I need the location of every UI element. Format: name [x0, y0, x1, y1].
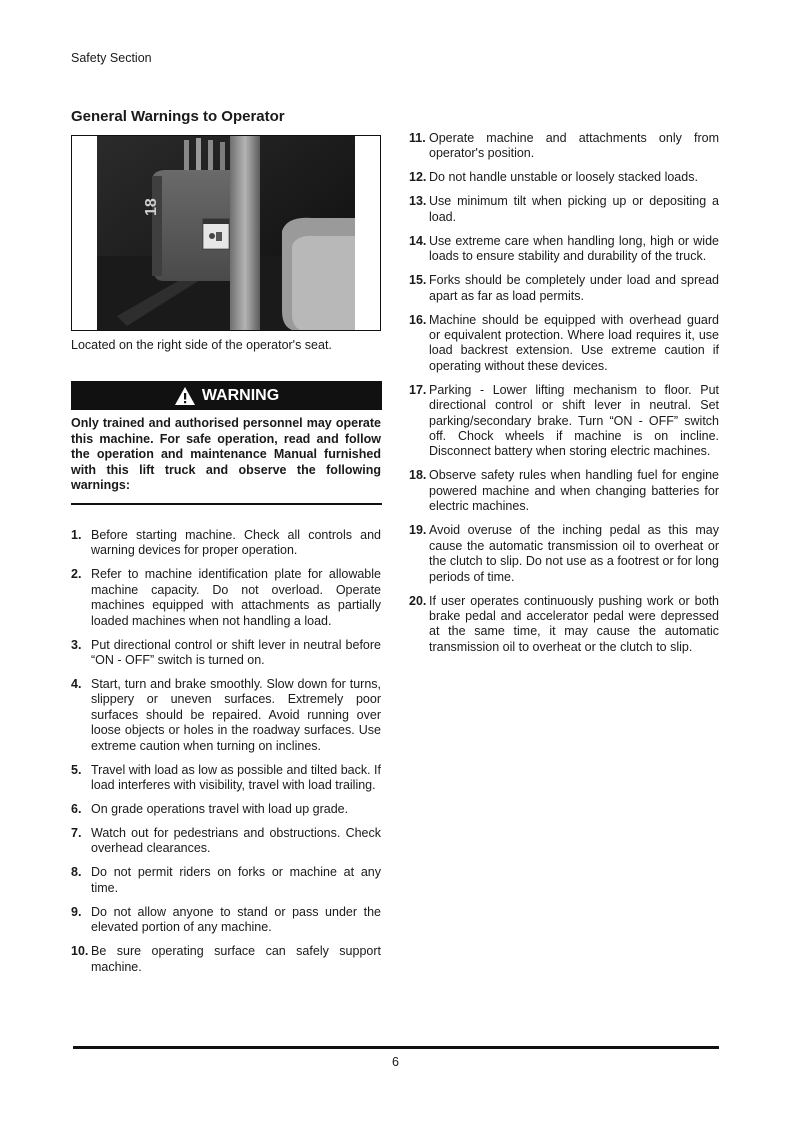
item-text: If user operates continuously pushing work or both brake pedal and accelerator pedal were depressed at the same time, it may cause the automatic transmission oil to overheat or the clutch to slip. [429, 593, 719, 654]
list-item [71, 826, 381, 857]
warning-divider [71, 503, 382, 505]
item-text: Do not permit riders on forks or machine at any time. [91, 865, 381, 895]
section-title: General Warnings to Operator [71, 108, 285, 125]
item-number: 15. [409, 273, 427, 288]
item-number: 8. [71, 865, 82, 880]
svg-text:18: 18 [143, 198, 160, 216]
item-number: 2. [71, 567, 82, 582]
list-item [409, 523, 719, 585]
footer-divider [73, 1046, 719, 1049]
item-text: Travel with load as low as possible and tilted back. If load interferes with visibility, travel with load trailing. [91, 762, 381, 793]
item-text: Do not handle unstable or loosely stacked loads. [429, 170, 698, 185]
item-text: Observe safety rules when handling fuel for engine powered machine and when changing batteries for electric machines. [429, 468, 719, 514]
item-number: 7. [71, 826, 82, 841]
item-number: 3. [71, 637, 82, 652]
list-item [71, 763, 381, 794]
item-number: 12. [409, 170, 427, 185]
item-text: Put directional control or shift lever in neutral before “ON - OFF” switch is turned on. [91, 637, 381, 668]
page-number: 6 [392, 1055, 399, 1069]
item-text: Use minimum tilt when picking up or depositing a load. [429, 194, 719, 224]
list-item [71, 638, 381, 669]
item-number: 20. [409, 593, 427, 608]
item-text: Forks should be completely under load and spread apart as far as load permits. [429, 273, 719, 303]
item-number: 5. [71, 762, 82, 777]
warning-label-photo [71, 135, 381, 331]
item-text: Do not allow anyone to stand or pass under the elevated portion of any machine. [91, 904, 381, 935]
list-item [71, 905, 381, 936]
list-item [71, 865, 381, 896]
item-number: 6. [71, 802, 82, 817]
list-item [409, 273, 719, 304]
warning-list-left [71, 528, 381, 975]
list-item [409, 313, 719, 375]
item-number: 18. [409, 468, 427, 483]
warning-text: Only trained and authorised personnel may operate this machine. For safe operation, read and follow the operation and maintenance Manual furnished with this lift truck and observe the following warnings: [71, 416, 381, 493]
item-text: Avoid overuse of the inching pedal as this may cause the automatic transmission oil to overheat or the clutch to slip. Do not use as a footrest or for long periods of time. [429, 523, 719, 584]
list-item [409, 468, 719, 514]
list-item [71, 677, 381, 754]
item-number: 13. [409, 194, 427, 209]
item-text: Refer to machine identification plate for allowable machine capacity. Do not overload. Operate machines equipped with attachments as partially loaded machines when not handling a load. [91, 567, 381, 628]
photo-caption: Located on the right side of the operator's seat. [71, 338, 332, 352]
list-item [71, 567, 381, 629]
section-header: Safety Section [71, 51, 152, 65]
item-text: Be sure operating surface can safely support machine. [91, 944, 381, 974]
item-number: 17. [409, 382, 427, 397]
item-text: Start, turn and brake smoothly. Slow down for turns, slippery or uneven surfaces. Extremely poor surfaces should be repaired. Avoid running over loose objects or holes in the roadway surfaces. Use extreme caution when turning on inclines. [91, 677, 381, 753]
item-text: Machine should be equipped with overhead guard or equivalent protection. Where load requires it, use load backrest extension. Use extreme caution if operating without these devices. [429, 312, 719, 373]
list-item [409, 170, 719, 185]
item-number: 11. [409, 131, 426, 145]
photo-illustration [72, 136, 380, 330]
warning-triangle-icon [174, 386, 196, 406]
item-number: 4. [71, 677, 82, 692]
item-number: 19. [409, 523, 427, 538]
list-item [409, 131, 719, 162]
item-text: Operate machine and attachments only from operator's position. [429, 131, 719, 161]
warning-label: WARNING [201, 386, 280, 404]
warning-banner [71, 381, 382, 410]
item-text: Before starting machine. Check all controls and warning devices for proper operation. [91, 528, 381, 558]
item-number: 16. [409, 312, 427, 327]
list-item [409, 234, 719, 265]
item-text: Parking - Lower lifting mechanism to floor. Put directional control or shift lever in neutral. Set parking/secondary brake. Turn “ON - OFF” switch off. Chock wheels if machine is on incline. Disconnect battery when storing electric machines. [429, 382, 719, 459]
list-item [71, 944, 381, 975]
item-number: 14. [409, 233, 427, 248]
item-text: On grade operations travel with load up grade. [91, 802, 349, 817]
item-number: 10. [71, 944, 89, 959]
warning-list-right [409, 131, 719, 655]
item-number: 1. [71, 528, 82, 542]
item-number: 9. [71, 904, 82, 919]
list-item [409, 383, 719, 460]
list-item [71, 528, 381, 559]
item-text: Watch out for pedestrians and obstructions. Check overhead clearances. [91, 826, 381, 856]
item-text: Use extreme care when handling long, high or wide loads to ensure stability and durability of the truck. [429, 233, 719, 264]
list-item [409, 194, 719, 225]
list-item [409, 594, 719, 656]
list-item [71, 802, 381, 817]
